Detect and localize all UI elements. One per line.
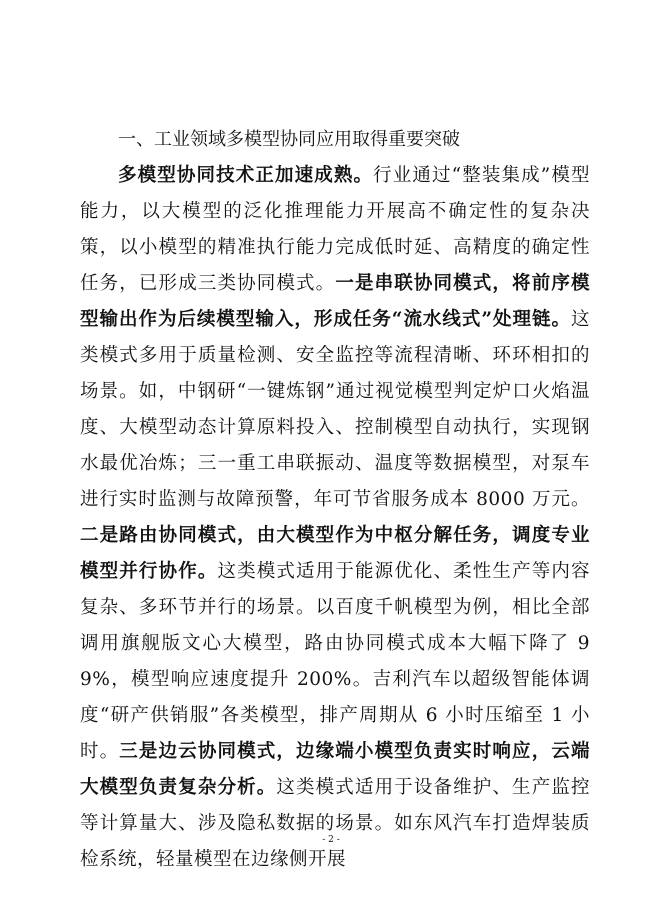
- paragraph-text-3: 这类模式适用于能源优化、柔性生产等内容复杂、多环节并行的场景。以百度千帆模型为例，相比全部调用旗舰版文心大模型，路由协同模式成本大幅下降了 99%，模型响应速度提升 200%。吉利汽车以超级智能体调度“研产供销服”各类模型，排产周期从 6 小时压缩至 1 小时。: [80, 561, 590, 762]
- page-number: - 2 -: [322, 835, 340, 845]
- lead-sentence: 多模型协同技术正加速成熟。: [118, 165, 374, 186]
- mode-two-heading: 二是路由协同模式，由大模型作为中枢分解任务，调度专业模型并行协作。: [80, 525, 590, 582]
- body-paragraph: [80, 158, 590, 878]
- paragraph-text-2: 这类模式多用于质量检测、安全监控等流程清晰、环环相扣的场景。如，中钢研“一键炼钢”通过视觉模型判定炉口火焰温度、大模型动态计算原料投入、控制模型自动执行，实现钢水最优冶炼；三一重工串联振动、温度等数据模型，对泵车进行实时监测与故障预警，年可节省服务成本 8000 万元。: [80, 309, 590, 510]
- mode-three-heading: 三是边云协同模式，边缘端小模型负责实时响应，云端大模型负责复杂分析。: [80, 741, 590, 798]
- paragraph-text-1: 行业通过“整装集成”模型能力，以大模型的泛化推理能力开展高不确定性的复杂决策，以小模型的精准执行能力完成低时延、高精度的确定性任务，已形成三类协同模式。: [80, 165, 590, 294]
- mode-one-heading: 一是串联协同模式，将前序模型输出作为后续模型输入，形成任务“流水线式”处理链。: [80, 273, 590, 330]
- paragraph-text-4: 这类模式适用于设备维护、生产监控等计算量大、涉及隐私数据的场景。如东风汽车打造焊装质检系统，轻量模型在边缘侧开展: [80, 777, 590, 870]
- section-heading: 一、工业领域多模型协同应用取得重要突破: [118, 129, 460, 150]
